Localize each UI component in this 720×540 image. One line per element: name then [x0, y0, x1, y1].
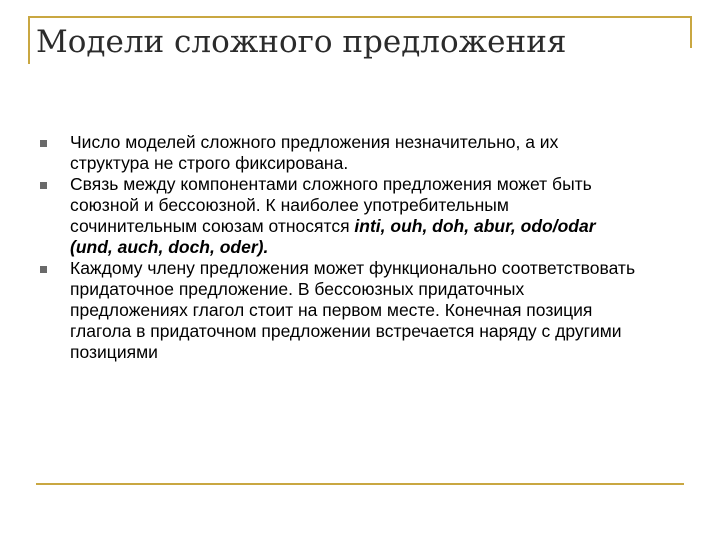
footer-divider-line	[36, 483, 684, 485]
title-frame-top-line	[28, 16, 692, 18]
bullet-text: Число моделей сложного предложения незначительно, а их структура не строго фиксирована.	[70, 132, 559, 173]
bullet-text: Каждому члену предложения может функционально соответствовать придаточное предложение. В бессоюзных придаточных предложениях глагол стоит на первом месте. Конечная позиция глагола в придаточном предложении встречается наряду с другими позициями	[70, 258, 636, 362]
bullet-item	[40, 258, 640, 363]
title-frame-left-line	[28, 16, 30, 64]
title-frame-right-line	[690, 16, 692, 48]
square-bullet-icon	[40, 266, 47, 273]
bullet-list	[40, 132, 640, 363]
conjunction-examples: inti, ouh, doh, abur, odo/odar (und, auch, doch, oder).	[70, 216, 596, 257]
bullet-item	[40, 132, 640, 174]
slide-title: Модели сложного предложения	[36, 24, 567, 60]
square-bullet-icon	[40, 182, 47, 189]
bullet-text: Связь между компонентами сложного предложения может быть союзной и бессоюзной. К наиболее употребительным сочинительным союзам относятся	[70, 174, 592, 236]
square-bullet-icon	[40, 140, 47, 147]
bullet-item	[40, 174, 640, 258]
